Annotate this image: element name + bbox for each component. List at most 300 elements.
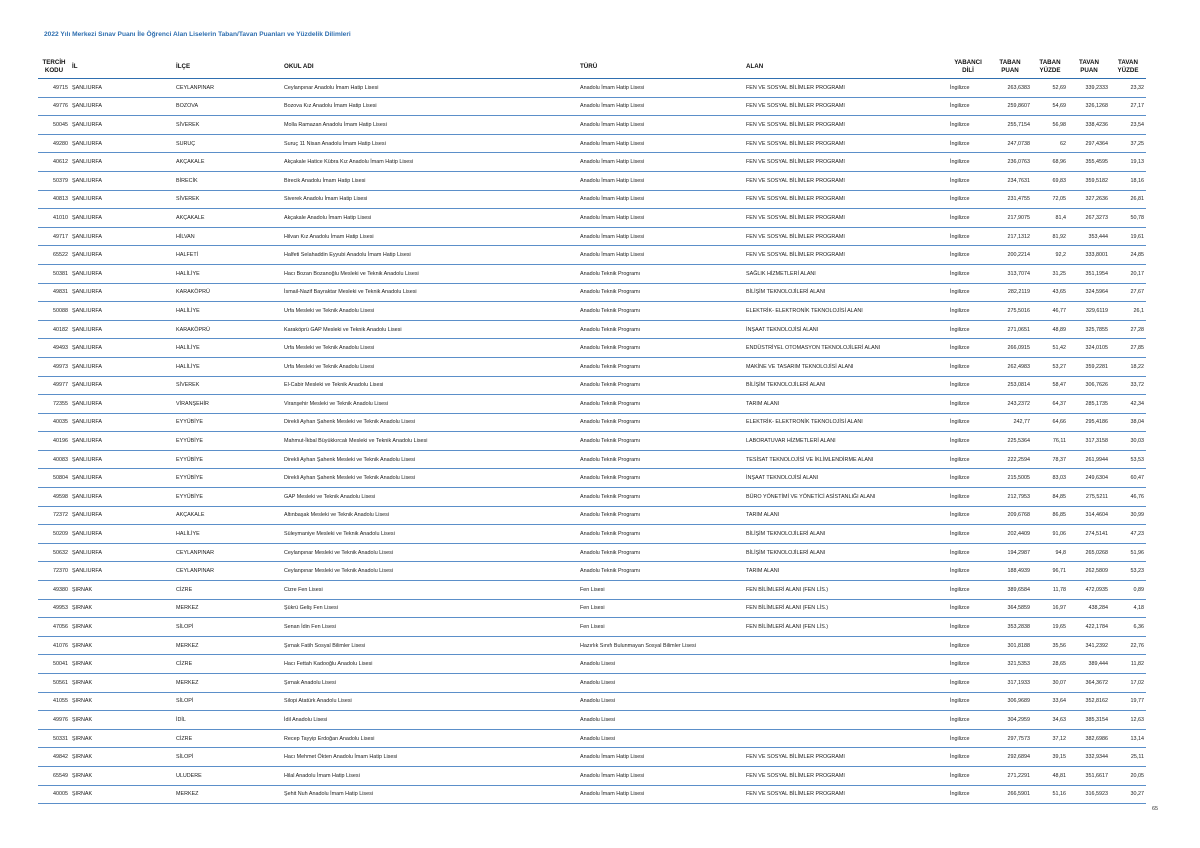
cell-tavan-yuzde: 38,04 bbox=[1110, 413, 1146, 432]
cell-tavan-yuzde: 50,78 bbox=[1110, 209, 1146, 228]
cell-tavan-puan: 472,0935 bbox=[1068, 581, 1110, 600]
header-il: İL bbox=[70, 55, 174, 79]
cell-taban-yuzde: 68,96 bbox=[1032, 153, 1068, 172]
cell-alan: ELEKTRİK- ELEKTRONİK TEKNOLOJİSİ ALANI bbox=[744, 302, 948, 321]
cell-taban-puan: 215,5005 bbox=[988, 469, 1032, 488]
cell-il: ŞANLIURFA bbox=[70, 525, 174, 544]
cell-taban-yuzde: 37,12 bbox=[1032, 729, 1068, 748]
cell-tercih-kodu: 40612 bbox=[38, 153, 70, 172]
cell-tavan-puan: 353,444 bbox=[1068, 227, 1110, 246]
table-row bbox=[38, 692, 1146, 711]
cell-yabanci-dili: İngilizce bbox=[948, 599, 988, 618]
cell-il: ŞANLIURFA bbox=[70, 320, 174, 339]
cell-yabanci-dili: İngilizce bbox=[948, 283, 988, 302]
cell-tercih-kodu: 49976 bbox=[38, 711, 70, 730]
cell-tavan-yuzde: 30,27 bbox=[1110, 785, 1146, 804]
cell-taban-puan: 262,4983 bbox=[988, 357, 1032, 376]
cell-tercih-kodu: 41055 bbox=[38, 692, 70, 711]
cell-okul-adi: Karaköprü GAP Mesleki ve Teknik Anadolu Lisesi bbox=[282, 320, 578, 339]
cell-taban-puan: 297,7573 bbox=[988, 729, 1032, 748]
cell-tercih-kodu: 49380 bbox=[38, 581, 70, 600]
cell-ilce: EYYÜBİYE bbox=[174, 488, 282, 507]
cell-taban-puan: 259,8607 bbox=[988, 97, 1032, 116]
cell-tavan-yuzde: 37,25 bbox=[1110, 134, 1146, 153]
cell-turu: Anadolu Teknik Programı bbox=[578, 376, 744, 395]
cell-ilce: BİRECİK bbox=[174, 171, 282, 190]
cell-ilce: CİZRE bbox=[174, 729, 282, 748]
cell-taban-puan: 222,2594 bbox=[988, 450, 1032, 469]
cell-tavan-puan: 265,0268 bbox=[1068, 543, 1110, 562]
cell-tercih-kodu: 41076 bbox=[38, 636, 70, 655]
cell-tavan-yuzde: 27,17 bbox=[1110, 97, 1146, 116]
cell-okul-adi: Direkli Ayhan Şahenk Mesleki ve Teknik Anadolu Lisesi bbox=[282, 450, 578, 469]
cell-il: ŞANLIURFA bbox=[70, 302, 174, 321]
cell-tavan-puan: 364,3672 bbox=[1068, 674, 1110, 693]
cell-tavan-yuzde: 24,85 bbox=[1110, 246, 1146, 265]
cell-okul-adi: Birecik Anadolu İmam Hatip Lisesi bbox=[282, 171, 578, 190]
cell-alan: FEN VE SOSYAL BİLİMLER PROGRAMI bbox=[744, 227, 948, 246]
cell-turu: Anadolu İmam Hatip Lisesi bbox=[578, 153, 744, 172]
cell-yabanci-dili: İngilizce bbox=[948, 190, 988, 209]
cell-yabanci-dili: İngilizce bbox=[948, 376, 988, 395]
cell-ilce: SİVEREK bbox=[174, 116, 282, 135]
table-row bbox=[38, 543, 1146, 562]
cell-okul-adi: Mahmut-İkbal Büyükkırcalı Mesleki ve Teknik Anadolu Lisesi bbox=[282, 432, 578, 451]
cell-yabanci-dili: İngilizce bbox=[948, 488, 988, 507]
cell-tavan-puan: 438,284 bbox=[1068, 599, 1110, 618]
table-row bbox=[38, 450, 1146, 469]
cell-alan: BİLİŞİM TEKNOLOJİLERİ ALANI bbox=[744, 543, 948, 562]
cell-tavan-puan: 338,4236 bbox=[1068, 116, 1110, 135]
cell-taban-puan: 217,9075 bbox=[988, 209, 1032, 228]
cell-tavan-yuzde: 4,18 bbox=[1110, 599, 1146, 618]
cell-taban-puan: 313,7074 bbox=[988, 264, 1032, 283]
cell-il: ŞANLIURFA bbox=[70, 246, 174, 265]
cell-alan: FEN VE SOSYAL BİLİMLER PROGRAMI bbox=[744, 171, 948, 190]
cell-taban-yuzde: 48,89 bbox=[1032, 320, 1068, 339]
cell-tavan-puan: 355,4595 bbox=[1068, 153, 1110, 172]
cell-okul-adi: Direkli Ayhan Şahenk Mesleki ve Teknik Anadolu Lisesi bbox=[282, 469, 578, 488]
cell-alan: BÜRO YÖNETİMİ VE YÖNETİCİ ASİSTANLIĞI ALANI bbox=[744, 488, 948, 507]
cell-taban-yuzde: 46,77 bbox=[1032, 302, 1068, 321]
cell-tavan-puan: 324,0105 bbox=[1068, 339, 1110, 358]
cell-il: ŞANLIURFA bbox=[70, 395, 174, 414]
table-row bbox=[38, 264, 1146, 283]
cell-yabanci-dili: İngilizce bbox=[948, 302, 988, 321]
cell-alan: BİLİŞİM TEKNOLOJİLERİ ALANI bbox=[744, 525, 948, 544]
table-row bbox=[38, 339, 1146, 358]
table-row bbox=[38, 171, 1146, 190]
cell-alan bbox=[744, 692, 948, 711]
cell-tavan-puan: 339,2333 bbox=[1068, 79, 1110, 98]
cell-taban-yuzde: 69,83 bbox=[1032, 171, 1068, 190]
cell-taban-puan: 364,5859 bbox=[988, 599, 1032, 618]
cell-il: ŞANLIURFA bbox=[70, 469, 174, 488]
cell-ilce: EYYÜBİYE bbox=[174, 450, 282, 469]
cell-turu: Anadolu Teknik Programı bbox=[578, 450, 744, 469]
cell-tercih-kodu: 65522 bbox=[38, 246, 70, 265]
cell-tercih-kodu: 50088 bbox=[38, 302, 70, 321]
table-header-row bbox=[38, 55, 1146, 79]
cell-yabanci-dili: İngilizce bbox=[948, 79, 988, 98]
cell-tavan-yuzde: 25,11 bbox=[1110, 748, 1146, 767]
cell-alan: FEN VE SOSYAL BİLİMLER PROGRAMI bbox=[744, 134, 948, 153]
cell-tavan-yuzde: 20,05 bbox=[1110, 766, 1146, 785]
cell-yabanci-dili: İngilizce bbox=[948, 171, 988, 190]
cell-il: ŞANLIURFA bbox=[70, 79, 174, 98]
cell-ilce: CEYLANPINAR bbox=[174, 543, 282, 562]
cell-ilce: CİZRE bbox=[174, 655, 282, 674]
cell-taban-yuzde: 31,25 bbox=[1032, 264, 1068, 283]
cell-alan: FEN BİLİMLERİ ALANI (FEN LİS.) bbox=[744, 599, 948, 618]
cell-tavan-puan: 385,3154 bbox=[1068, 711, 1110, 730]
cell-taban-yuzde: 62 bbox=[1032, 134, 1068, 153]
cell-il: ŞANLIURFA bbox=[70, 543, 174, 562]
cell-tercih-kodu: 49280 bbox=[38, 134, 70, 153]
cell-taban-puan: 236,0763 bbox=[988, 153, 1032, 172]
cell-okul-adi: Akçakale Hatice Kübra Kız Anadolu İmam Hatip Lisesi bbox=[282, 153, 578, 172]
cell-alan: FEN VE SOSYAL BİLİMLER PROGRAMI bbox=[744, 209, 948, 228]
cell-alan: FEN VE SOSYAL BİLİMLER PROGRAMI bbox=[744, 97, 948, 116]
cell-turu: Anadolu Teknik Programı bbox=[578, 506, 744, 525]
cell-yabanci-dili: İngilizce bbox=[948, 655, 988, 674]
cell-tavan-puan: 351,6617 bbox=[1068, 766, 1110, 785]
cell-tavan-yuzde: 27,28 bbox=[1110, 320, 1146, 339]
cell-tavan-yuzde: 18,22 bbox=[1110, 357, 1146, 376]
cell-taban-puan: 202,4409 bbox=[988, 525, 1032, 544]
cell-yabanci-dili: İngilizce bbox=[948, 636, 988, 655]
cell-yabanci-dili: İngilizce bbox=[948, 209, 988, 228]
cell-tavan-yuzde: 27,67 bbox=[1110, 283, 1146, 302]
cell-il: ŞANLIURFA bbox=[70, 227, 174, 246]
cell-il: ŞANLIURFA bbox=[70, 432, 174, 451]
cell-taban-puan: 292,6894 bbox=[988, 748, 1032, 767]
table-row bbox=[38, 357, 1146, 376]
cell-tercih-kodu: 40182 bbox=[38, 320, 70, 339]
cell-turu: Anadolu Teknik Programı bbox=[578, 283, 744, 302]
cell-il: ŞIRNAK bbox=[70, 581, 174, 600]
cell-tavan-yuzde: 46,76 bbox=[1110, 488, 1146, 507]
cell-okul-adi: Silopi Atatürk Anadolu Lisesi bbox=[282, 692, 578, 711]
cell-taban-puan: 243,2372 bbox=[988, 395, 1032, 414]
table-row bbox=[38, 209, 1146, 228]
cell-okul-adi: Hilal Anadolu İmam Hatip Lisesi bbox=[282, 766, 578, 785]
cell-tercih-kodu: 50381 bbox=[38, 264, 70, 283]
cell-alan: FEN VE SOSYAL BİLİMLER PROGRAMI bbox=[744, 79, 948, 98]
cell-tavan-puan: 249,6304 bbox=[1068, 469, 1110, 488]
cell-yabanci-dili: İngilizce bbox=[948, 543, 988, 562]
cell-turu: Anadolu Teknik Programı bbox=[578, 302, 744, 321]
cell-yabanci-dili: İngilizce bbox=[948, 506, 988, 525]
cell-okul-adi: Direkli Ayhan Şahenk Mesleki ve Teknik Anadolu Lisesi bbox=[282, 413, 578, 432]
cell-yabanci-dili: İngilizce bbox=[948, 227, 988, 246]
cell-okul-adi: Altınbaşak Mesleki ve Teknik Anadolu Lisesi bbox=[282, 506, 578, 525]
cell-tavan-puan: 314,4604 bbox=[1068, 506, 1110, 525]
cell-ilce: HİLVAN bbox=[174, 227, 282, 246]
cell-tercih-kodu: 40083 bbox=[38, 450, 70, 469]
cell-il: ŞANLIURFA bbox=[70, 283, 174, 302]
cell-taban-puan: 266,0915 bbox=[988, 339, 1032, 358]
cell-yabanci-dili: İngilizce bbox=[948, 748, 988, 767]
cell-il: ŞANLIURFA bbox=[70, 153, 174, 172]
cell-taban-yuzde: 52,69 bbox=[1032, 79, 1068, 98]
cell-ilce: SURUÇ bbox=[174, 134, 282, 153]
cell-yabanci-dili: İngilizce bbox=[948, 469, 988, 488]
header-tercih-kodu: TERCİH KODU bbox=[38, 55, 70, 79]
cell-tercih-kodu: 72355 bbox=[38, 395, 70, 414]
cell-taban-puan: 263,6383 bbox=[988, 79, 1032, 98]
header-turu: TÜRÜ bbox=[578, 55, 744, 79]
cell-tavan-yuzde: 17,02 bbox=[1110, 674, 1146, 693]
cell-il: ŞANLIURFA bbox=[70, 97, 174, 116]
cell-ilce: ULUDERE bbox=[174, 766, 282, 785]
cell-taban-yuzde: 81,92 bbox=[1032, 227, 1068, 246]
cell-okul-adi: Urfa Mesleki ve Teknik Anadolu Lisesi bbox=[282, 302, 578, 321]
cell-alan: MAKİNE VE TASARIM TEKNOLOJİSİ ALANI bbox=[744, 357, 948, 376]
cell-il: ŞANLIURFA bbox=[70, 116, 174, 135]
cell-tercih-kodu: 41010 bbox=[38, 209, 70, 228]
header-alan: ALAN bbox=[744, 55, 948, 79]
cell-yabanci-dili: İngilizce bbox=[948, 525, 988, 544]
cell-turu: Anadolu Teknik Programı bbox=[578, 469, 744, 488]
cell-turu: Anadolu İmam Hatip Lisesi bbox=[578, 79, 744, 98]
cell-tavan-yuzde: 42,34 bbox=[1110, 395, 1146, 414]
cell-alan: ENDÜSTRİYEL OTOMASYON TEKNOLOJİLERİ ALANI bbox=[744, 339, 948, 358]
cell-turu: Anadolu Teknik Programı bbox=[578, 525, 744, 544]
cell-taban-puan: 234,7631 bbox=[988, 171, 1032, 190]
cell-alan: FEN VE SOSYAL BİLİMLER PROGRAMI bbox=[744, 766, 948, 785]
cell-tavan-puan: 275,5211 bbox=[1068, 488, 1110, 507]
cell-turu: Fen Lisesi bbox=[578, 599, 744, 618]
cell-il: ŞIRNAK bbox=[70, 766, 174, 785]
cell-il: ŞIRNAK bbox=[70, 599, 174, 618]
cell-tavan-yuzde: 53,53 bbox=[1110, 450, 1146, 469]
table-row bbox=[38, 748, 1146, 767]
cell-taban-puan: 247,0738 bbox=[988, 134, 1032, 153]
cell-tavan-yuzde: 26,1 bbox=[1110, 302, 1146, 321]
cell-alan: BİLİŞİM TEKNOLOJİLERİ ALANI bbox=[744, 376, 948, 395]
cell-il: ŞANLIURFA bbox=[70, 488, 174, 507]
cell-okul-adi: GAP Mesleki ve Teknik Anadolu Lisesi bbox=[282, 488, 578, 507]
scores-table bbox=[38, 55, 1146, 804]
cell-turu: Anadolu İmam Hatip Lisesi bbox=[578, 116, 744, 135]
cell-il: ŞIRNAK bbox=[70, 711, 174, 730]
cell-turu: Anadolu İmam Hatip Lisesi bbox=[578, 209, 744, 228]
cell-alan bbox=[744, 674, 948, 693]
cell-taban-yuzde: 92,2 bbox=[1032, 246, 1068, 265]
cell-ilce: HALİLİYE bbox=[174, 525, 282, 544]
cell-tavan-puan: 325,7855 bbox=[1068, 320, 1110, 339]
cell-il: ŞANLIURFA bbox=[70, 450, 174, 469]
cell-ilce: KARAKÖPRÜ bbox=[174, 320, 282, 339]
cell-okul-adi: Siverek Anadolu İmam Hatip Lisesi bbox=[282, 190, 578, 209]
cell-turu: Anadolu İmam Hatip Lisesi bbox=[578, 748, 744, 767]
cell-tavan-puan: 306,7626 bbox=[1068, 376, 1110, 395]
cell-taban-yuzde: 43,65 bbox=[1032, 283, 1068, 302]
table-row bbox=[38, 506, 1146, 525]
cell-taban-puan: 353,2838 bbox=[988, 618, 1032, 637]
cell-ilce: MERKEZ bbox=[174, 785, 282, 804]
cell-okul-adi: Viranşehir Mesleki ve Teknik Anadolu Lisesi bbox=[282, 395, 578, 414]
table-row bbox=[38, 469, 1146, 488]
cell-okul-adi: Recep Tayyip Erdoğan Anadolu Lisesi bbox=[282, 729, 578, 748]
cell-yabanci-dili: İngilizce bbox=[948, 432, 988, 451]
cell-alan: SAĞLIK HİZMETLERİ ALANI bbox=[744, 264, 948, 283]
table-row bbox=[38, 227, 1146, 246]
cell-tercih-kodu: 40005 bbox=[38, 785, 70, 804]
cell-tercih-kodu: 49776 bbox=[38, 97, 70, 116]
cell-tavan-yuzde: 6,36 bbox=[1110, 618, 1146, 637]
cell-taban-yuzde: 86,85 bbox=[1032, 506, 1068, 525]
cell-tercih-kodu: 50209 bbox=[38, 525, 70, 544]
cell-ilce: EYYÜBİYE bbox=[174, 432, 282, 451]
cell-taban-yuzde: 34,63 bbox=[1032, 711, 1068, 730]
cell-yabanci-dili: İngilizce bbox=[948, 618, 988, 637]
cell-tercih-kodu: 50045 bbox=[38, 116, 70, 135]
cell-tavan-puan: 332,9344 bbox=[1068, 748, 1110, 767]
document-title: 2022 Yılı Merkezi Sınav Puanı İle Öğrenci Alan Liselerin Taban/Tavan Puanları ve Yüzdelik Dilimleri bbox=[44, 31, 351, 38]
cell-okul-adi: Bozova Kız Anadolu İmam Hatip Lisesi bbox=[282, 97, 578, 116]
cell-alan: FEN VE SOSYAL BİLİMLER PROGRAMI bbox=[744, 785, 948, 804]
cell-ilce: KARAKÖPRÜ bbox=[174, 283, 282, 302]
cell-il: ŞANLIURFA bbox=[70, 339, 174, 358]
cell-alan: LABORATUVAR HİZMETLERİ ALANI bbox=[744, 432, 948, 451]
cell-taban-yuzde: 11,78 bbox=[1032, 581, 1068, 600]
table-row bbox=[38, 488, 1146, 507]
cell-turu: Anadolu İmam Hatip Lisesi bbox=[578, 97, 744, 116]
cell-ilce: EYYÜBİYE bbox=[174, 469, 282, 488]
cell-okul-adi: Şırnak Anadolu Lisesi bbox=[282, 674, 578, 693]
cell-il: ŞIRNAK bbox=[70, 674, 174, 693]
cell-taban-puan: 317,1933 bbox=[988, 674, 1032, 693]
cell-ilce: SİLOPİ bbox=[174, 748, 282, 767]
cell-tercih-kodu: 49493 bbox=[38, 339, 70, 358]
cell-yabanci-dili: İngilizce bbox=[948, 134, 988, 153]
cell-alan bbox=[744, 655, 948, 674]
cell-taban-yuzde: 76,11 bbox=[1032, 432, 1068, 451]
cell-taban-puan: 217,1312 bbox=[988, 227, 1032, 246]
cell-taban-puan: 271,0651 bbox=[988, 320, 1032, 339]
cell-okul-adi: Halfeti Selahaddin Eyyubi Anadolu İmam Hatip Lisesi bbox=[282, 246, 578, 265]
cell-tavan-puan: 324,5964 bbox=[1068, 283, 1110, 302]
cell-turu: Anadolu Teknik Programı bbox=[578, 395, 744, 414]
cell-alan: FEN VE SOSYAL BİLİMLER PROGRAMI bbox=[744, 246, 948, 265]
cell-taban-puan: 389,6584 bbox=[988, 581, 1032, 600]
cell-turu: Anadolu Teknik Programı bbox=[578, 488, 744, 507]
cell-yabanci-dili: İngilizce bbox=[948, 116, 988, 135]
header-tavan-puan: TAVAN PUAN bbox=[1068, 55, 1110, 79]
cell-il: ŞANLIURFA bbox=[70, 190, 174, 209]
cell-turu: Anadolu Lisesi bbox=[578, 711, 744, 730]
cell-taban-puan: 266,5901 bbox=[988, 785, 1032, 804]
table-row bbox=[38, 618, 1146, 637]
cell-tavan-puan: 422,1784 bbox=[1068, 618, 1110, 637]
cell-turu: Anadolu İmam Hatip Lisesi bbox=[578, 171, 744, 190]
table-row bbox=[38, 581, 1146, 600]
cell-taban-puan: 271,2291 bbox=[988, 766, 1032, 785]
cell-il: ŞIRNAK bbox=[70, 692, 174, 711]
cell-il: ŞANLIURFA bbox=[70, 357, 174, 376]
cell-turu: Anadolu Teknik Programı bbox=[578, 320, 744, 339]
cell-tavan-puan: 326,1268 bbox=[1068, 97, 1110, 116]
cell-okul-adi: İdil Anadolu Lisesi bbox=[282, 711, 578, 730]
table-row bbox=[38, 729, 1146, 748]
cell-tavan-yuzde: 30,99 bbox=[1110, 506, 1146, 525]
cell-taban-yuzde: 56,98 bbox=[1032, 116, 1068, 135]
cell-tercih-kodu: 72372 bbox=[38, 506, 70, 525]
cell-okul-adi: Hacı Fettah Kadooğlu Anadolu Lisesi bbox=[282, 655, 578, 674]
table-row bbox=[38, 153, 1146, 172]
table-row bbox=[38, 599, 1146, 618]
cell-alan: FEN VE SOSYAL BİLİMLER PROGRAMI bbox=[744, 153, 948, 172]
cell-ilce: MERKEZ bbox=[174, 636, 282, 655]
table-row bbox=[38, 246, 1146, 265]
cell-ilce: HALFETİ bbox=[174, 246, 282, 265]
cell-tavan-puan: 295,4186 bbox=[1068, 413, 1110, 432]
cell-il: ŞANLIURFA bbox=[70, 209, 174, 228]
header-taban-puan: TABAN PUAN bbox=[988, 55, 1032, 79]
cell-turu: Anadolu Teknik Programı bbox=[578, 339, 744, 358]
cell-tavan-puan: 351,1954 bbox=[1068, 264, 1110, 283]
cell-ilce: AKÇAKALE bbox=[174, 153, 282, 172]
cell-tercih-kodu: 50379 bbox=[38, 171, 70, 190]
cell-taban-puan: 255,7154 bbox=[988, 116, 1032, 135]
cell-tavan-puan: 359,2281 bbox=[1068, 357, 1110, 376]
header-okul-adi: OKUL ADI bbox=[282, 55, 578, 79]
cell-taban-puan: 275,5016 bbox=[988, 302, 1032, 321]
cell-tavan-yuzde: 22,76 bbox=[1110, 636, 1146, 655]
cell-il: ŞIRNAK bbox=[70, 636, 174, 655]
cell-tavan-yuzde: 19,77 bbox=[1110, 692, 1146, 711]
cell-yabanci-dili: İngilizce bbox=[948, 581, 988, 600]
cell-tavan-yuzde: 20,17 bbox=[1110, 264, 1146, 283]
cell-ilce: HALİLİYE bbox=[174, 339, 282, 358]
header-ilce: İLÇE bbox=[174, 55, 282, 79]
table-row bbox=[38, 395, 1146, 414]
cell-yabanci-dili: İngilizce bbox=[948, 97, 988, 116]
table-row bbox=[38, 562, 1146, 581]
cell-il: ŞIRNAK bbox=[70, 618, 174, 637]
cell-ilce: EYYÜBİYE bbox=[174, 413, 282, 432]
cell-yabanci-dili: İngilizce bbox=[948, 692, 988, 711]
cell-alan: BİLİŞİM TEKNOLOJİLERİ ALANI bbox=[744, 283, 948, 302]
cell-tercih-kodu: 50632 bbox=[38, 543, 70, 562]
cell-alan: TARIM ALANI bbox=[744, 506, 948, 525]
cell-yabanci-dili: İngilizce bbox=[948, 785, 988, 804]
cell-tavan-puan: 267,3273 bbox=[1068, 209, 1110, 228]
cell-il: ŞIRNAK bbox=[70, 729, 174, 748]
cell-taban-puan: 242,77 bbox=[988, 413, 1032, 432]
cell-tavan-yuzde: 51,96 bbox=[1110, 543, 1146, 562]
cell-alan bbox=[744, 729, 948, 748]
cell-taban-yuzde: 54,69 bbox=[1032, 97, 1068, 116]
cell-ilce: HALİLİYE bbox=[174, 302, 282, 321]
cell-il: ŞANLIURFA bbox=[70, 264, 174, 283]
cell-tercih-kodu: 49598 bbox=[38, 488, 70, 507]
cell-tavan-yuzde: 11,82 bbox=[1110, 655, 1146, 674]
cell-taban-puan: 282,2119 bbox=[988, 283, 1032, 302]
cell-yabanci-dili: İngilizce bbox=[948, 729, 988, 748]
cell-ilce: BOZOVA bbox=[174, 97, 282, 116]
cell-il: ŞANLIURFA bbox=[70, 562, 174, 581]
table-row bbox=[38, 785, 1146, 804]
cell-tavan-yuzde: 30,03 bbox=[1110, 432, 1146, 451]
cell-turu: Anadolu Lisesi bbox=[578, 692, 744, 711]
cell-tavan-puan: 329,6119 bbox=[1068, 302, 1110, 321]
cell-yabanci-dili: İngilizce bbox=[948, 413, 988, 432]
cell-tavan-yuzde: 47,23 bbox=[1110, 525, 1146, 544]
cell-il: ŞANLIURFA bbox=[70, 171, 174, 190]
